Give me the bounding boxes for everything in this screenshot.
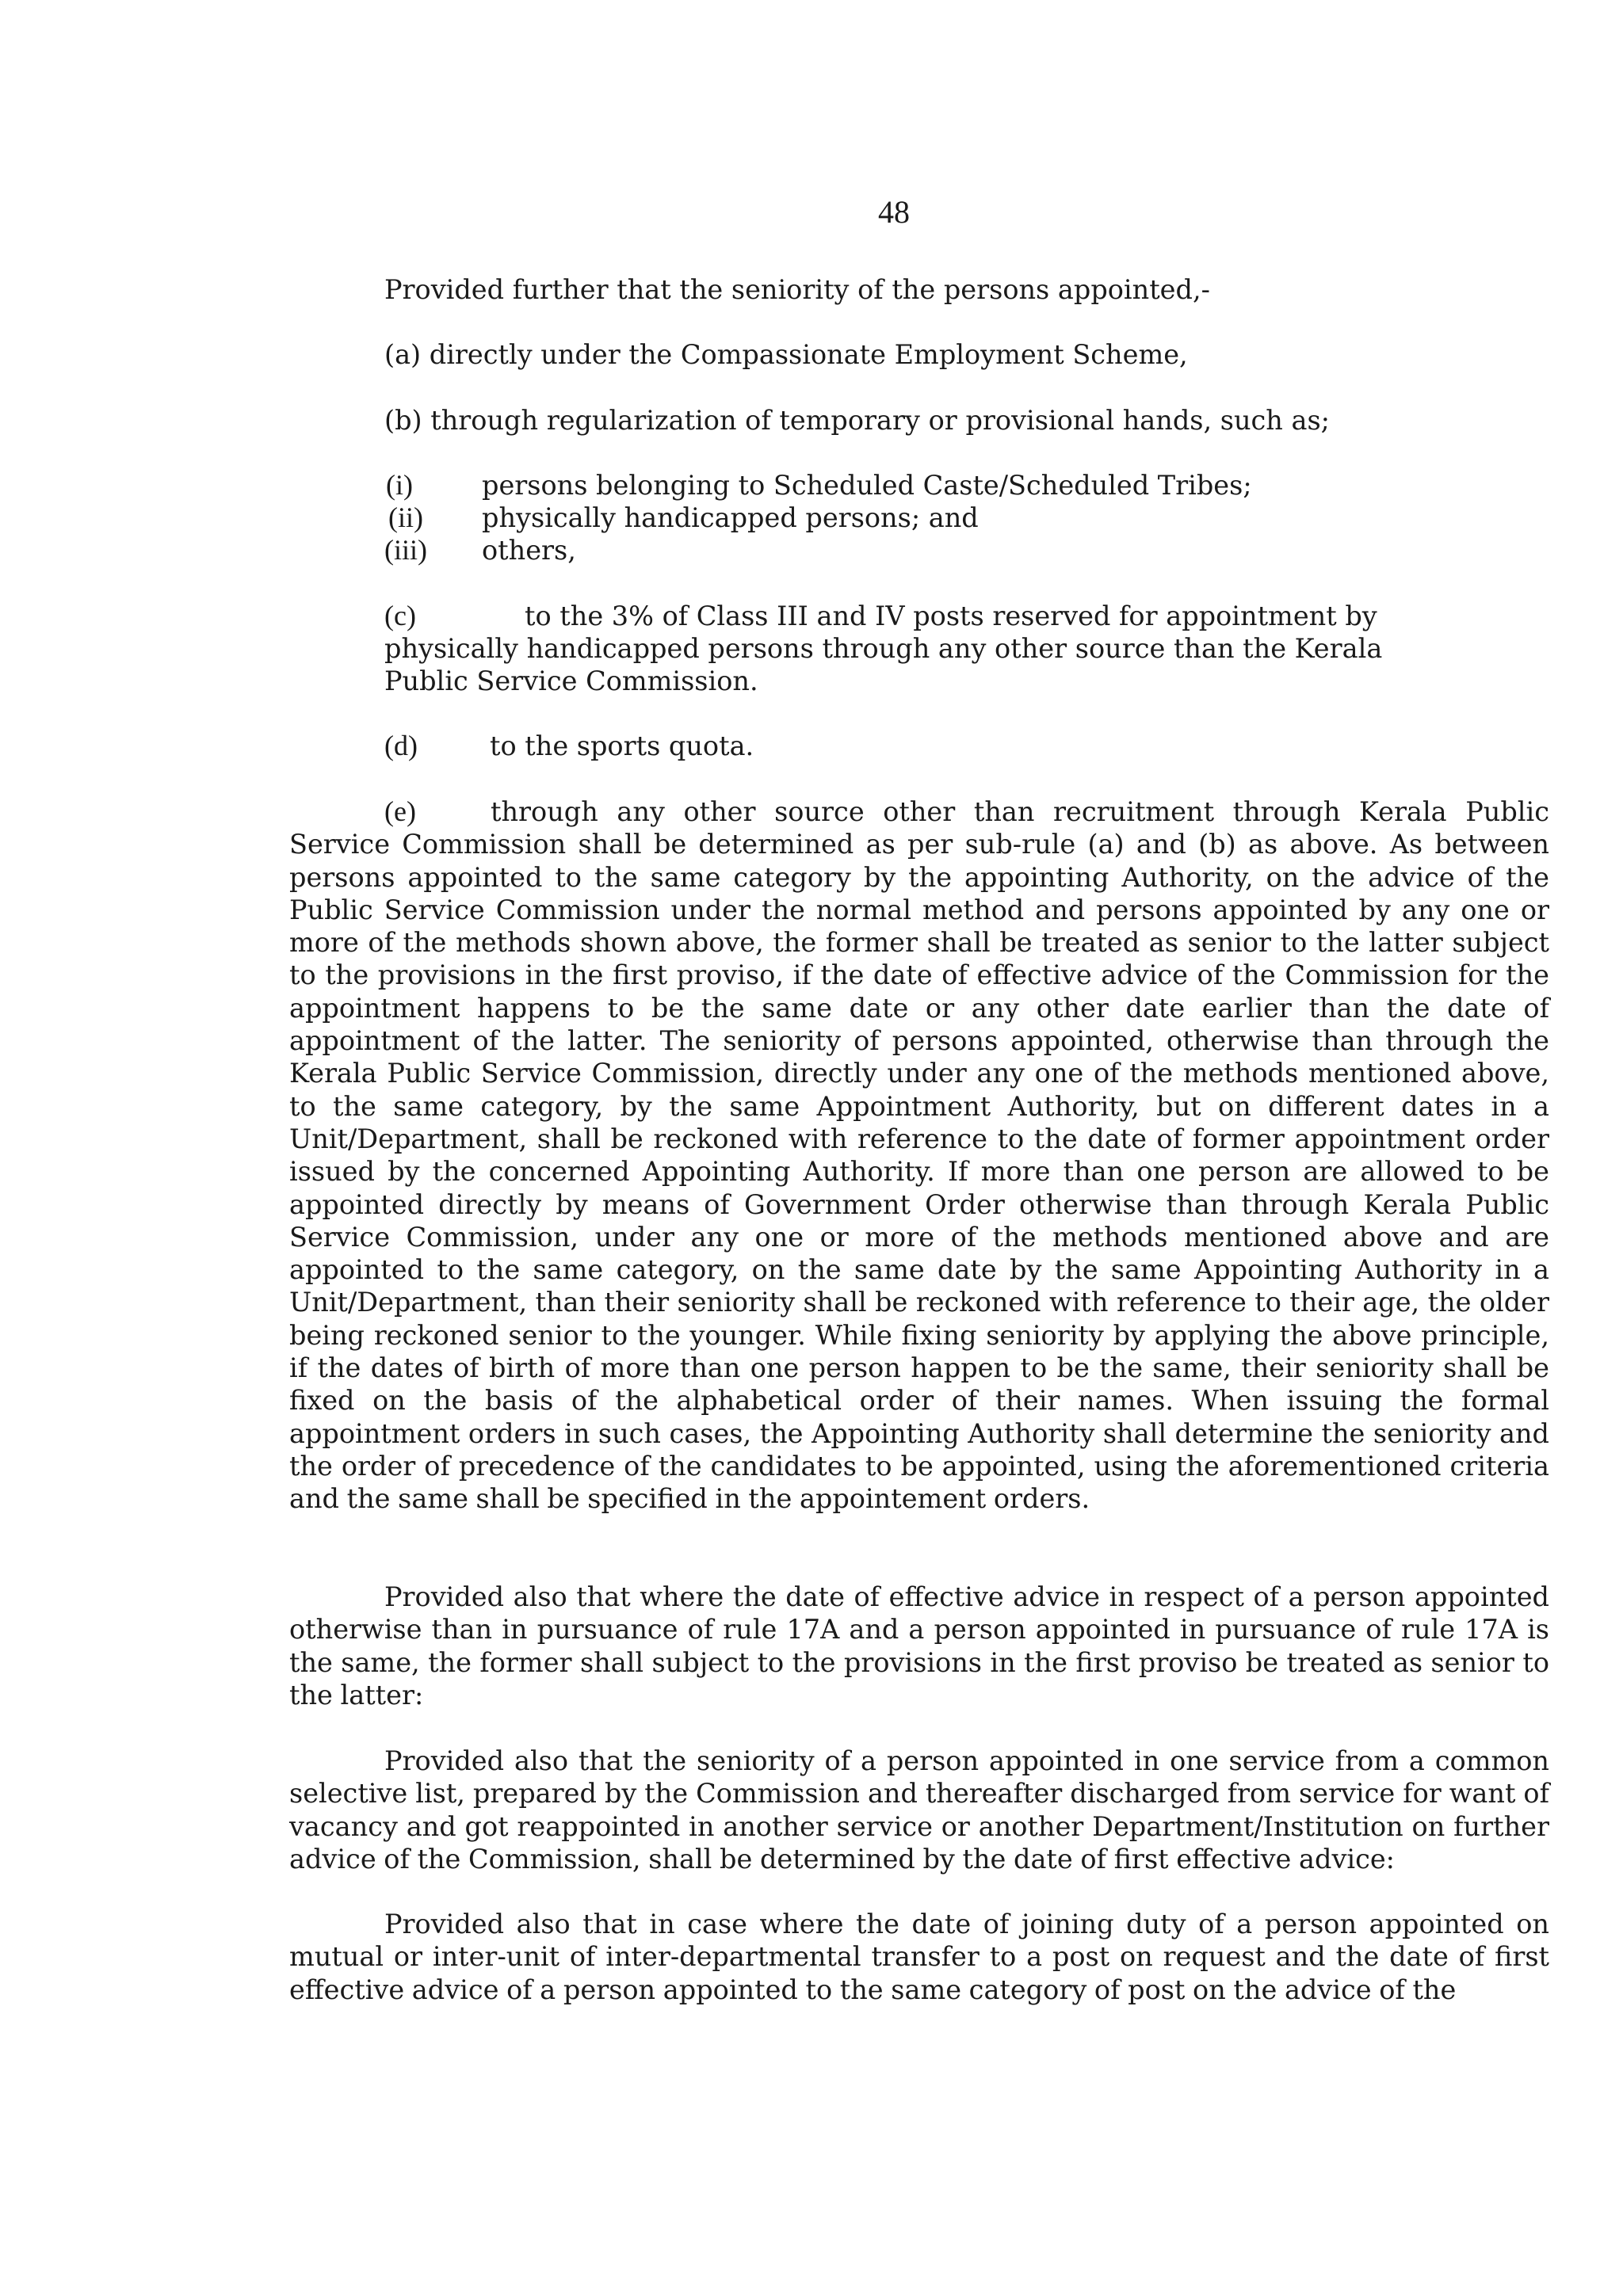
sub-item-label: (i) — [386, 469, 413, 501]
sub-item-text: physically handicapped persons; and — [482, 502, 979, 533]
proviso-paragraph — [289, 1745, 1549, 1875]
sub-item-text: others, — [482, 535, 576, 566]
item-c-line: Public Service Commission. — [384, 666, 758, 696]
page-number: 48 — [878, 194, 910, 230]
proviso-text: Provided also that where the date of effective advice in respect of a person appointed otherwise than in pursuance of rule 17A and a person appointed in pursuance of rule 17A is the same, the former shall subject to the provisions in the first proviso be treated as senior to the latter: — [289, 1581, 1549, 1711]
item-d-text: to the sports quota. — [490, 730, 754, 761]
proviso-paragraph — [289, 1908, 1549, 2006]
proviso-text: Provided also that in case where the date of joining duty of a person appointed on mutual or inter-unit of inter-departmental transfer to a post on request and the date of first effective advice of a person appointed to the same category of post on the advice of the — [289, 1909, 1549, 2005]
item-e-label: (e) — [384, 795, 416, 827]
proviso-paragraph — [289, 1581, 1549, 1711]
proviso-intro: Provided further that the seniority of the persons appointed,- — [384, 274, 1210, 305]
item-d-label: (d) — [384, 730, 418, 761]
item-c-line: to the 3% of Class III and IV posts reserved for appointment by — [525, 601, 1377, 631]
item-e-text: through any other source other than recruitment through Kerala Public Service Commission shall be determined as per sub-rule (a) and (b) as above. As between persons appointed to the same category by the appointing Authority, on the advice of the Public Service Commission under the normal method and persons appointed by any one or more of the methods shown above, the former shall be treated as senior to the latter subject to the provisions in the first proviso, if the date of effective advice of the Commission for the appointment happens to be the same date or any other date earlier than the date of appointment of the latter. The seniority of persons appointed, otherwise than through the Kerala Public Service Commission, directly under any one of the methods mentioned above, to the same category, by the same Appointment Authority, but on different dates in a Unit/Department, shall be reckoned with reference to the date of former appointment order issued by the concerned Appointing Authority. If more than one person are allowed to be appointed directly by means of Government Order otherwise than through Kerala Public Service Commission, under any one or more of the methods mentioned above and are appointed to the same category, on the same date by the same Appointing Authority in a Unit/Department, than their seniority shall be reckoned with reference to their age, the older being reckoned senior to the younger. While fixing seniority by applying the above principle, if the dates of birth of more than one person happen to be the same, their seniority shall be fixed on the basis of the alphabetical order of their names. When issuing the formal appointment orders in such cases, the Appointing Authority shall determine the seniority and the order of precedence of the candidates to be appointed, using the aforementioned criteria and the same shall be specified in the appointement orders. — [289, 796, 1549, 1515]
proviso-text: Provided also that the seniority of a person appointed in one service from a common selective list, prepared by the Commission and thereafter discharged from service for want of vacancy and got reappointed in another service or another Department/Institution on further advice of the Commission, shall be determined by the date of first effective advice: — [289, 1745, 1549, 1875]
sub-item-label: (ii) — [388, 502, 423, 533]
item-b: (b) through regularization of temporary or provisional hands, such as; — [384, 405, 1330, 436]
item-c-line: physically handicapped persons through any other source than the Kerala — [384, 633, 1383, 664]
item-a: (a) directly under the Compassionate Employment Scheme, — [384, 339, 1188, 370]
sub-item-label: (iii) — [384, 534, 427, 566]
sub-item-text: persons belonging to Scheduled Caste/Scheduled Tribes; — [482, 470, 1252, 501]
item-c-label: (c) — [384, 600, 416, 631]
item-e-paragraph — [289, 795, 1549, 1516]
